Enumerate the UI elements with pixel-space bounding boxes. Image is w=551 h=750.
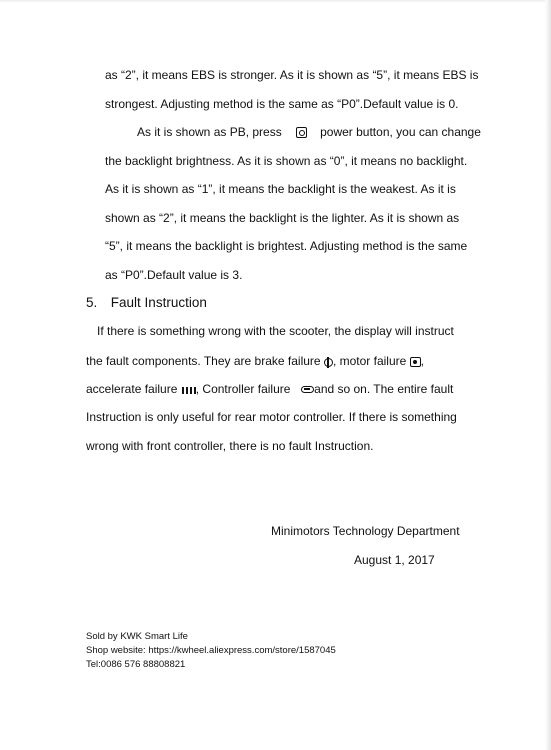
footer-tel: Tel:0086 576 88808821 bbox=[86, 659, 186, 670]
fault-line-3-mid: , Controller failure bbox=[195, 382, 291, 396]
backlight-line-5: “5”, it means the backlight is brightest. Adjusting method is the same bbox=[105, 239, 468, 253]
fault-line-2-mid: , motor failure bbox=[332, 354, 407, 368]
backlight-line-3: As it is shown as “1”, it means the backlight is the weakest. As it is bbox=[105, 182, 456, 196]
fault-line-2-pre: the fault components. They are brake failure bbox=[86, 354, 321, 368]
backlight-line-1 bbox=[137, 125, 481, 139]
section-number: 5. bbox=[86, 295, 98, 310]
accelerate-failure-icon bbox=[181, 386, 196, 395]
page-right-shadow bbox=[545, 0, 551, 750]
backlight-line-2: the backlight brightness. As it is shown as “0”, it means no backlight. bbox=[105, 154, 468, 168]
fault-line-3-pre: accelerate failure bbox=[86, 382, 178, 396]
document-date: August 1, 2017 bbox=[354, 553, 435, 567]
ebs-line-2: strongest. Adjusting method is the same as “P0”.Default value is 0. bbox=[105, 97, 459, 111]
backlight-line-1-pre: As it is shown as PB, press bbox=[137, 125, 282, 139]
footer-website: Shop website: https://kwheel.aliexpress.com/store/1587045 bbox=[86, 645, 336, 656]
fault-line-3-post: and so on. The entire fault bbox=[314, 382, 454, 396]
page-top-shadow bbox=[0, 0, 551, 3]
brake-failure-icon bbox=[324, 358, 333, 367]
department-name: Minimotors Technology Department bbox=[271, 524, 460, 538]
backlight-line-6: as “P0”.Default value is 3. bbox=[105, 268, 243, 282]
fault-line-1: If there is something wrong with the scooter, the display will instruct bbox=[97, 324, 454, 338]
fault-line-4: Instruction is only useful for rear motor controller. If there is something bbox=[86, 410, 457, 424]
backlight-line-1-post: power button, you can change bbox=[320, 125, 481, 139]
power-button-icon bbox=[296, 127, 307, 138]
footer-seller: Sold by KWK Smart Life bbox=[86, 631, 188, 642]
motor-failure-icon bbox=[410, 357, 421, 367]
backlight-line-4: shown as “2”, it means the backlight is the lighter. As it is shown as bbox=[105, 211, 460, 225]
fault-line-2-post: , bbox=[420, 354, 424, 368]
section-title: Fault Instruction bbox=[110, 295, 207, 310]
controller-failure-icon bbox=[301, 386, 314, 393]
fault-line-5: wrong with front controller, there is no fault Instruction. bbox=[86, 439, 374, 453]
ebs-line-1: as “2”, it means EBS is stronger. As it is shown as “5”, it means EBS is bbox=[105, 68, 479, 82]
section-heading bbox=[86, 295, 207, 311]
fault-line-2 bbox=[86, 354, 424, 368]
fault-line-3 bbox=[86, 382, 453, 396]
